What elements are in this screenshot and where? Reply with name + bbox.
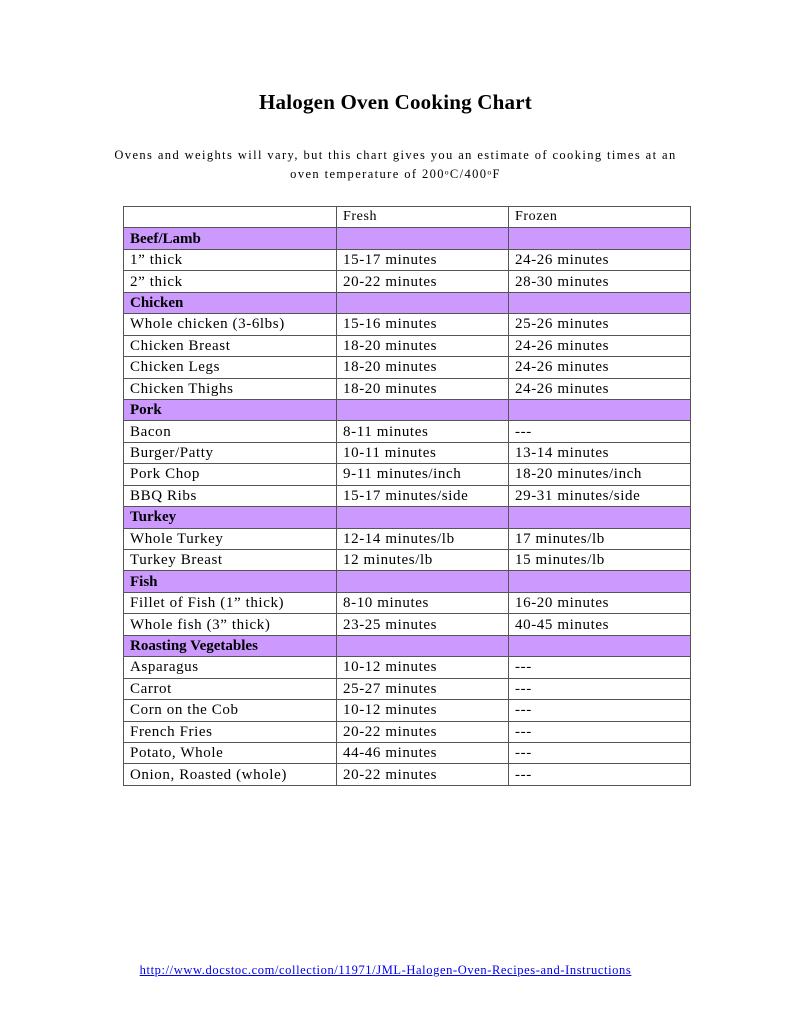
item-cell: Turkey Breast (124, 550, 337, 571)
section-title: Chicken (124, 292, 337, 313)
section-empty-cell (509, 399, 691, 420)
source-link[interactable]: http://www.docstoc.com/collection/11971/JML-Halogen-Oven-Recipes-and-Instructions (139, 963, 632, 977)
fresh-time-cell: 8-11 minutes (337, 421, 509, 442)
fresh-time-cell: 18-20 minutes (337, 378, 509, 399)
section-row (124, 292, 691, 313)
item-cell: French Fries (124, 721, 337, 742)
section-empty-cell (509, 228, 691, 249)
frozen-time-cell: 24-26 minutes (509, 249, 691, 270)
section-empty-cell (509, 507, 691, 528)
item-cell: Corn on the Cob (124, 700, 337, 721)
cooking-chart-table (123, 206, 691, 786)
item-cell: Chicken Legs (124, 357, 337, 378)
item-cell: Whole fish (3” thick) (124, 614, 337, 635)
header-cell-frozen: Frozen (509, 207, 691, 228)
table-row (124, 464, 691, 485)
section-row (124, 571, 691, 592)
item-cell: Chicken Thighs (124, 378, 337, 399)
item-cell: Bacon (124, 421, 337, 442)
section-row (124, 228, 691, 249)
frozen-time-cell: 40-45 minutes (509, 614, 691, 635)
header-cell-item (124, 207, 337, 228)
frozen-time-cell: --- (509, 678, 691, 699)
fresh-time-cell: 12-14 minutes/lb (337, 528, 509, 549)
fresh-time-cell: 20-22 minutes (337, 721, 509, 742)
table-row (124, 271, 691, 292)
section-row (124, 399, 691, 420)
table-row (124, 592, 691, 613)
section-empty-cell (509, 292, 691, 313)
fresh-time-cell: 23-25 minutes (337, 614, 509, 635)
section-row (124, 635, 691, 656)
table-row (124, 485, 691, 506)
frozen-time-cell: --- (509, 421, 691, 442)
fresh-time-cell: 18-20 minutes (337, 335, 509, 356)
item-cell: Burger/Patty (124, 442, 337, 463)
item-cell: Whole chicken (3-6lbs) (124, 314, 337, 335)
section-empty-cell (337, 571, 509, 592)
section-empty-cell (337, 292, 509, 313)
table-row (124, 421, 691, 442)
fresh-time-cell: 10-12 minutes (337, 700, 509, 721)
item-cell: BBQ Ribs (124, 485, 337, 506)
table-row (124, 700, 691, 721)
fresh-time-cell: 18-20 minutes (337, 357, 509, 378)
frozen-time-cell: 24-26 minutes (509, 335, 691, 356)
fresh-time-cell: 15-17 minutes/side (337, 485, 509, 506)
table-row (124, 378, 691, 399)
table-row (124, 742, 691, 763)
table-row (124, 335, 691, 356)
table-row (124, 657, 691, 678)
section-empty-cell (337, 228, 509, 249)
frozen-time-cell: 16-20 minutes (509, 592, 691, 613)
item-cell: Fillet of Fish (1” thick) (124, 592, 337, 613)
section-title: Fish (124, 571, 337, 592)
table-row (124, 764, 691, 785)
table-row (124, 314, 691, 335)
header-cell-fresh: Fresh (337, 207, 509, 228)
item-cell: Onion, Roasted (whole) (124, 764, 337, 785)
section-row (124, 507, 691, 528)
section-title: Pork (124, 399, 337, 420)
fresh-time-cell: 12 minutes/lb (337, 550, 509, 571)
frozen-time-cell: 28-30 minutes (509, 271, 691, 292)
fresh-time-cell: 8-10 minutes (337, 592, 509, 613)
table-row (124, 442, 691, 463)
item-cell: Carrot (124, 678, 337, 699)
fresh-time-cell: 10-12 minutes (337, 657, 509, 678)
item-cell: Pork Chop (124, 464, 337, 485)
item-cell: Asparagus (124, 657, 337, 678)
frozen-time-cell: 29-31 minutes/side (509, 485, 691, 506)
section-title: Beef/Lamb (124, 228, 337, 249)
frozen-time-cell: 24-26 minutes (509, 378, 691, 399)
section-title: Turkey (124, 507, 337, 528)
frozen-time-cell: 17 minutes/lb (509, 528, 691, 549)
frozen-time-cell: --- (509, 657, 691, 678)
section-empty-cell (337, 635, 509, 656)
table-row (124, 357, 691, 378)
table-row (124, 550, 691, 571)
section-title: Roasting Vegetables (124, 635, 337, 656)
frozen-time-cell: 18-20 minutes/inch (509, 464, 691, 485)
frozen-time-cell: 25-26 minutes (509, 314, 691, 335)
frozen-time-cell: --- (509, 700, 691, 721)
page-title: Halogen Oven Cooking Chart (259, 90, 532, 114)
section-empty-cell (337, 399, 509, 420)
fresh-time-cell: 10-11 minutes (337, 442, 509, 463)
fresh-time-cell: 44-46 minutes (337, 742, 509, 763)
cooking-chart-body (124, 207, 691, 786)
fresh-time-cell: 9-11 minutes/inch (337, 464, 509, 485)
table-row (124, 678, 691, 699)
section-empty-cell (509, 571, 691, 592)
frozen-time-cell: --- (509, 742, 691, 763)
frozen-time-cell: --- (509, 764, 691, 785)
item-cell: Whole Turkey (124, 528, 337, 549)
table-row (124, 721, 691, 742)
frozen-time-cell: --- (509, 721, 691, 742)
frozen-time-cell: 15 minutes/lb (509, 550, 691, 571)
fresh-time-cell: 15-16 minutes (337, 314, 509, 335)
frozen-time-cell: 13-14 minutes (509, 442, 691, 463)
section-empty-cell (509, 635, 691, 656)
intro-text: Ovens and weights will vary, but this chart gives you an estimate of cooking times at an oven temperature of 200ᵒC/400ᵒF (114, 148, 677, 181)
table-row (124, 249, 691, 270)
fresh-time-cell: 25-27 minutes (337, 678, 509, 699)
table-row (124, 614, 691, 635)
fresh-time-cell: 20-22 minutes (337, 271, 509, 292)
section-empty-cell (337, 507, 509, 528)
fresh-time-cell: 15-17 minutes (337, 249, 509, 270)
item-cell: 2” thick (124, 271, 337, 292)
frozen-time-cell: 24-26 minutes (509, 357, 691, 378)
header-row (124, 207, 691, 228)
item-cell: 1” thick (124, 249, 337, 270)
fresh-time-cell: 20-22 minutes (337, 764, 509, 785)
item-cell: Potato, Whole (124, 742, 337, 763)
item-cell: Chicken Breast (124, 335, 337, 356)
table-row (124, 528, 691, 549)
